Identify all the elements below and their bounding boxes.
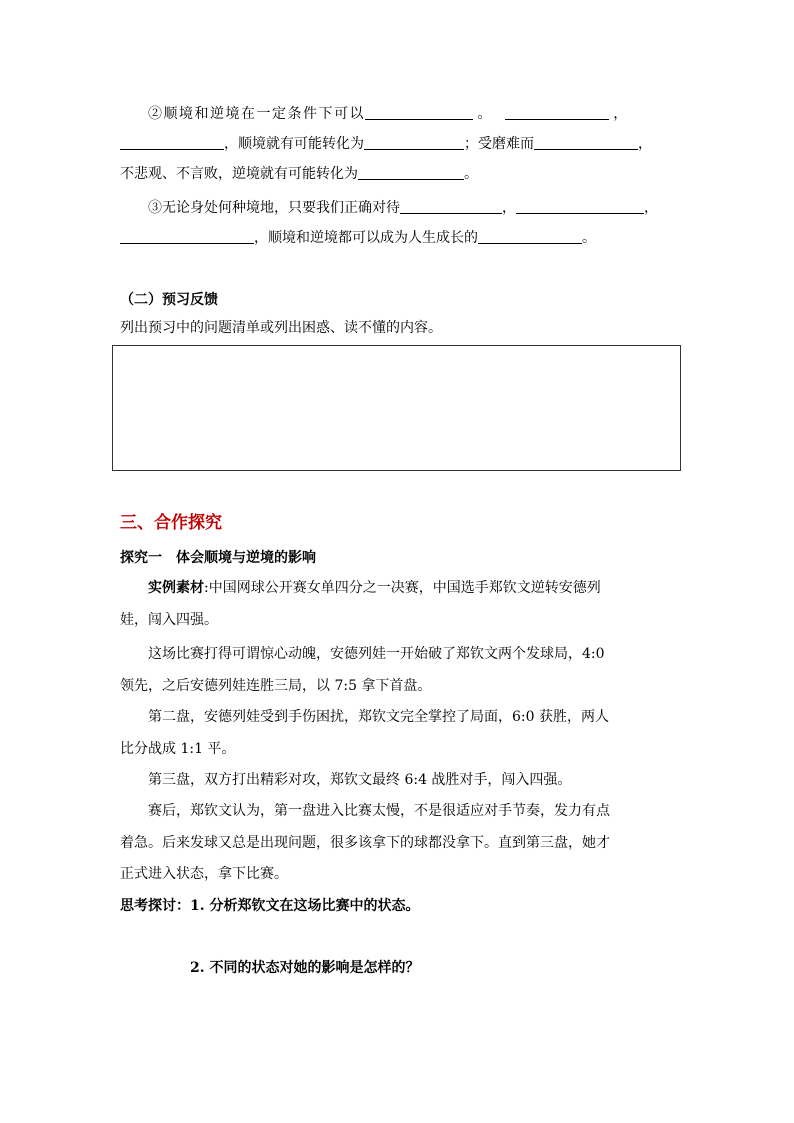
paragraph: 这场比赛打得可谓惊心动魄，安德列娃一开始破了郑钦文两个发球局，4:0 xyxy=(148,646,605,662)
paragraph: 赛后，郑钦文认为，第一盘进入比赛太慢，不是很适应对手节奏，发力有点 xyxy=(148,803,610,819)
material-text: :中国网球公开赛女单四分之一决赛，中国选手郑钦文逆转安德列 xyxy=(204,580,601,596)
fill-blank[interactable] xyxy=(365,105,473,120)
item2-text: 。 xyxy=(464,166,478,182)
fill-blank[interactable] xyxy=(534,135,638,150)
paragraph: 第二盘，安德列娃受到手伤困扰，郑钦文完全掌控了局面，6:0 获胜，两人 xyxy=(148,709,609,725)
item3-text: ③无论身处何种境地，只要我们正确对待 xyxy=(148,200,400,216)
item2-text: 。 xyxy=(473,106,492,122)
material-paragraph xyxy=(148,578,708,598)
item2-text: 不悲观、不言败，逆境就有可能转化为 xyxy=(120,166,358,182)
question-text: 1. 分析郑钦文在这场比赛中的状态。 xyxy=(190,898,420,914)
inquiry1-title: 探究一 体会顺境与逆境的影响 xyxy=(120,550,316,566)
item2-text: ， xyxy=(608,106,628,122)
fill-blank[interactable] xyxy=(358,165,464,180)
preview-feedback-title: （二）预习反馈 xyxy=(120,292,218,308)
paragraph: 比分战成 1:1 平。 xyxy=(120,741,236,757)
paragraph: 领先，之后安德列娃连胜三局，以 7:5 拿下首盘。 xyxy=(120,678,432,694)
section-heading: 三、合作探究 xyxy=(120,513,222,533)
fill-blank[interactable] xyxy=(400,199,502,214)
item3-line1 xyxy=(148,198,708,218)
item2-line3 xyxy=(120,164,680,184)
question-label: 思考探讨： xyxy=(120,898,190,914)
discussion-question-1 xyxy=(120,896,680,916)
item2-text: ， xyxy=(638,136,652,152)
paragraph: 第三盘，双方打出精彩对攻，郑钦文最终 6:4 战胜对手，闯入四强。 xyxy=(148,772,572,788)
fill-blank[interactable] xyxy=(364,135,464,150)
item2-text: ②顺境和逆境在一定条件下可以 xyxy=(148,106,365,122)
fill-blank[interactable] xyxy=(120,135,224,150)
item2-text: ，顺境就有可能转化为 xyxy=(224,136,364,152)
feedback-answer-box[interactable] xyxy=(112,345,681,471)
item3-line2 xyxy=(120,228,680,248)
paragraph: 着急。后来发球又总是出现问题，很多该拿下的球都没拿下。直到第三盘，她才 xyxy=(120,835,610,851)
fill-blank[interactable] xyxy=(120,229,254,244)
fill-blank[interactable] xyxy=(516,199,644,214)
item3-text: 。 xyxy=(582,230,596,246)
item2-line1 xyxy=(148,104,708,124)
item2-line2 xyxy=(120,134,680,154)
item3-text: ， xyxy=(502,200,516,216)
preview-feedback-instruction: 列出预习中的问题清单或列出困惑、读不懂的内容。 xyxy=(120,320,442,336)
item2-text: ；受磨难而 xyxy=(464,136,534,152)
material-text: 娃，闯入四强。 xyxy=(120,612,218,628)
fill-blank[interactable] xyxy=(505,105,609,120)
material-label: 实例素材 xyxy=(148,580,204,596)
fill-blank[interactable] xyxy=(478,229,582,244)
paragraph: 正式进入状态，拿下比赛。 xyxy=(120,866,288,882)
discussion-question-2: 2. 不同的状态对她的影响是怎样的？ xyxy=(190,960,420,976)
item3-text: ，顺境和逆境都可以成为人生成长的 xyxy=(254,230,478,246)
item3-text: ， xyxy=(644,200,658,216)
